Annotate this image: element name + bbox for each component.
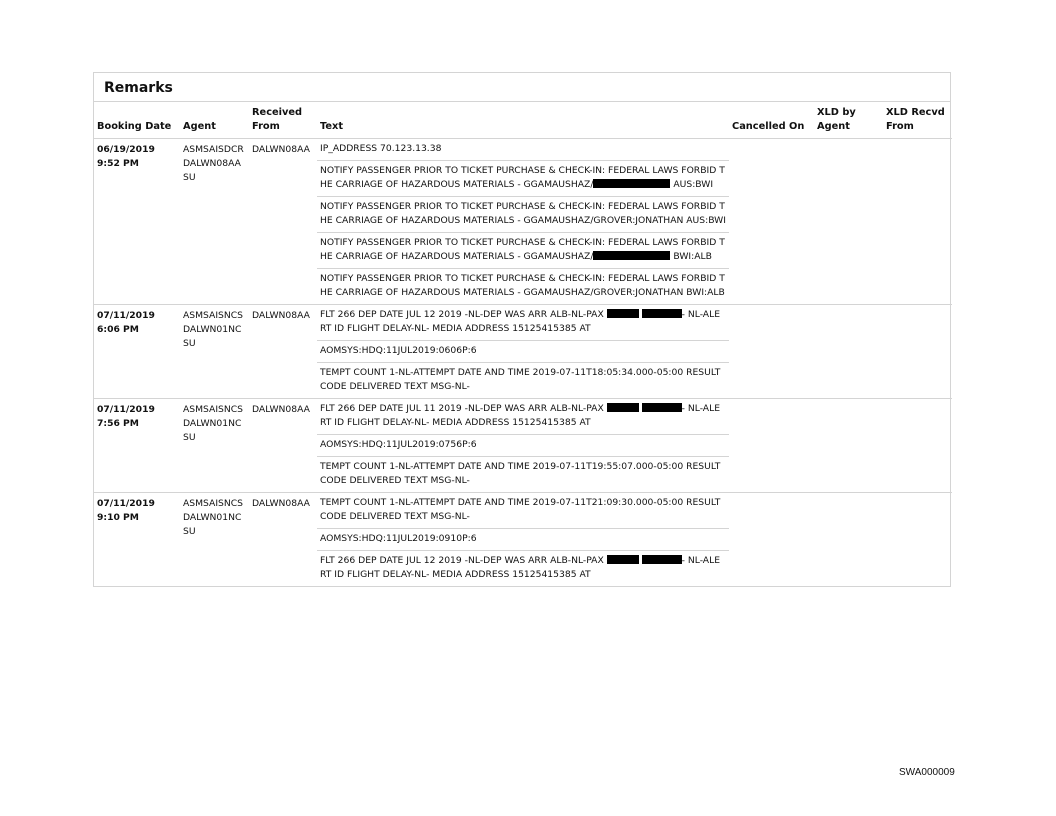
redaction-block	[607, 309, 639, 318]
remark-text: AOMSYS:HDQ:11JUL2019:0756P:6	[317, 435, 729, 457]
remark-text: NOTIFY PASSENGER PRIOR TO TICKET PURCHASE & CHECK-IN: FEDERAL LAWS FORBID THE CARRIAGE OF HAZARDOUS MATERIALS - GGAMAUSHAZ/GROVER:JONATHAN BWI:ALB	[317, 269, 729, 305]
xld-by-agent	[814, 305, 883, 399]
table-row	[94, 399, 952, 435]
redaction-block	[642, 309, 682, 318]
remark-text: AOMSYS:HDQ:11JUL2019:0910P:6	[317, 529, 729, 551]
xld-recvd-from	[883, 305, 952, 399]
col-cancelled-on: Cancelled On	[729, 102, 814, 139]
redaction-block	[642, 403, 682, 412]
col-xld-by-agent: XLD by Agent	[814, 102, 883, 139]
table-row	[94, 493, 952, 529]
remark-text: IP_ADDRESS 70.123.13.38	[317, 139, 729, 161]
remark-text: NOTIFY PASSENGER PRIOR TO TICKET PURCHASE & CHECK-IN: FEDERAL LAWS FORBID THE CARRIAGE OF HAZARDOUS MATERIALS - GGAMAUSHAZ/ BWI:ALB	[317, 233, 729, 269]
xld-by-agent	[814, 399, 883, 493]
col-agent: Agent	[180, 102, 249, 139]
remark-text: NOTIFY PASSENGER PRIOR TO TICKET PURCHASE & CHECK-IN: FEDERAL LAWS FORBID THE CARRIAGE OF HAZARDOUS MATERIALS - GGAMAUSHAZ/GROVER:JONATHAN AUS:BWI	[317, 197, 729, 233]
booking-date: 07/11/2019 7:56 PM	[94, 399, 180, 493]
xld-by-agent	[814, 493, 883, 587]
remark-text: AOMSYS:HDQ:11JUL2019:0606P:6	[317, 341, 729, 363]
remark-text: FLT 266 DEP DATE JUL 11 2019 -NL-DEP WAS ARR ALB-NL-PAX - NL-ALERT ID FLIGHT DELAY-NL- MEDIA ADDRESS 15125415385 AT	[317, 399, 729, 435]
remark-text: TEMPT COUNT 1-NL-ATTEMPT DATE AND TIME 2019-07-11T19:55:07.000-05:00 RESULT CODE DELIVERED TEXT MSG-NL-	[317, 457, 729, 493]
table-row	[94, 305, 952, 341]
received-from: DALWN08AA	[249, 399, 317, 493]
remark-text: TEMPT COUNT 1-NL-ATTEMPT DATE AND TIME 2019-07-11T21:09:30.000-05:00 RESULT CODE DELIVERED TEXT MSG-NL-	[317, 493, 729, 529]
agent: ASMSAISNCS DALWN01NC SU	[180, 399, 249, 493]
xld-recvd-from	[883, 139, 952, 305]
remark-text: NOTIFY PASSENGER PRIOR TO TICKET PURCHASE & CHECK-IN: FEDERAL LAWS FORBID THE CARRIAGE OF HAZARDOUS MATERIALS - GGAMAUSHAZ/ AUS:BWI	[317, 161, 729, 197]
bates-number: SWA000009	[899, 767, 955, 778]
table-row	[94, 139, 952, 161]
redaction-block	[642, 555, 682, 564]
booking-date: 07/11/2019 6:06 PM	[94, 305, 180, 399]
cancelled-on	[729, 399, 814, 493]
agent: ASMSAISDCR DALWN08AA SU	[180, 139, 249, 305]
header-row	[94, 102, 952, 139]
remark-text: FLT 266 DEP DATE JUL 12 2019 -NL-DEP WAS ARR ALB-NL-PAX - NL-ALERT ID FLIGHT DELAY-NL- MEDIA ADDRESS 15125415385 AT	[320, 555, 721, 580]
cancelled-on	[729, 493, 814, 587]
remark-text: TEMPT COUNT 1-NL-ATTEMPT DATE AND TIME 2019-07-11T18:05:34.000-05:00 RESULT CODE DELIVERED TEXT MSG-NL-	[317, 363, 729, 399]
redaction-block	[607, 555, 639, 564]
received-from: DALWN08AA	[249, 139, 317, 305]
col-received-from: Received From	[249, 102, 317, 139]
booking-date: 06/19/2019 9:52 PM	[94, 139, 180, 305]
xld-recvd-from	[883, 493, 952, 587]
received-from: DALWN08AA	[252, 498, 310, 509]
col-xld-recvd-from: XLD Recvd From	[883, 102, 952, 139]
xld-by-agent	[814, 139, 883, 305]
col-text: Text	[317, 102, 729, 139]
xld-recvd-from	[883, 399, 952, 493]
redaction-block	[607, 403, 639, 412]
redaction-block	[593, 179, 670, 188]
received-from: DALWN08AA	[249, 305, 317, 399]
remark-text: FLT 266 DEP DATE JUL 12 2019 -NL-DEP WAS ARR ALB-NL-PAX - NL-ALERT ID FLIGHT DELAY-NL- MEDIA ADDRESS 15125415385 AT	[317, 305, 729, 341]
remarks-title: Remarks	[94, 73, 950, 102]
redaction-block	[593, 251, 670, 260]
col-booking-date: Booking Date	[94, 102, 180, 139]
agent: ASMSAISNCS DALWN01NC SU	[180, 305, 249, 399]
remarks-table	[94, 102, 952, 586]
agent: ASMSAISNCS DALWN01NC SU	[183, 498, 243, 537]
cancelled-on	[729, 139, 814, 305]
booking-date: 07/11/2019 9:10 PM	[97, 498, 155, 523]
cancelled-on	[729, 305, 814, 399]
remarks-panel	[93, 72, 951, 587]
